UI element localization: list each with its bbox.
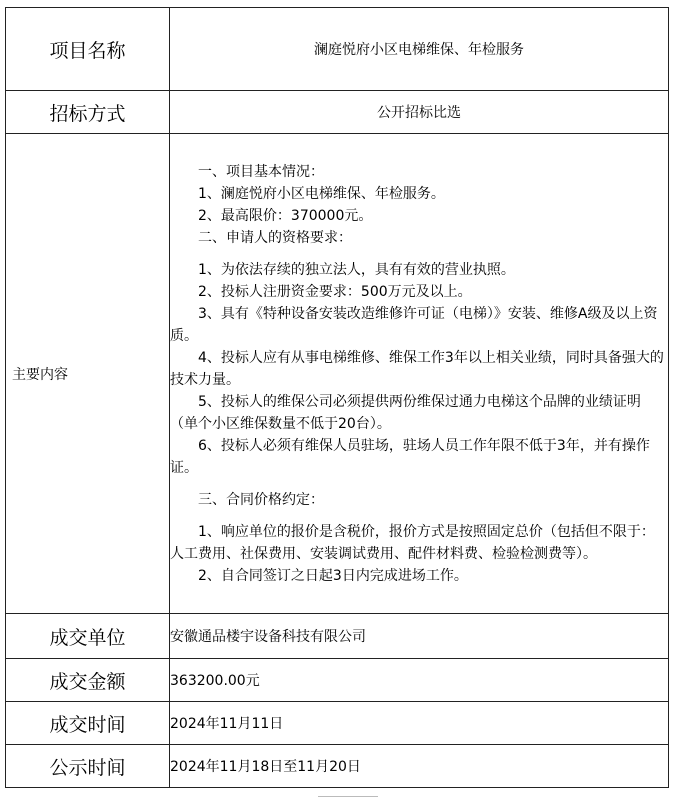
s2-item2: 2、投标人注册资金要求：500万元及以上。 — [198, 283, 472, 300]
row-winner — [6, 614, 669, 659]
row-deal-time — [6, 702, 669, 745]
s2-item4: 4、投标人应有从事电梯维修、维保工作3年以上相关业绩，同时具备强大的技术力量。 — [170, 349, 664, 388]
s2-item5: 5、投标人的维保公司必须提供两份维保过通力电梯这个品牌的业绩证明（单个小区维保数量不低于20台）。 — [170, 393, 641, 432]
footer-divider — [318, 796, 378, 797]
row-main-content — [6, 134, 669, 614]
deal-time-label: 成交时间 — [6, 702, 170, 745]
section3-title: 三、合同价格约定： — [198, 491, 324, 508]
section1-title: 一、项目基本情况： — [198, 163, 324, 180]
s1-item1: 1、澜庭悦府小区电梯维保、年检服务。 — [198, 185, 445, 202]
section2-title: 二、申请人的资格要求： — [198, 229, 352, 246]
s1-item2: 2、最高限价：370000元。 — [198, 207, 373, 224]
main-content-body — [170, 134, 669, 614]
deal-time-value: 2024年11月11日 — [170, 702, 669, 745]
s2-item3: 3、具有《特种设备安装改造维修许可证（电梯）》安装、维修A级及以上资质。 — [170, 305, 658, 344]
bid-method-label: 招标方式 — [6, 91, 170, 134]
winner-label: 成交单位 — [6, 614, 170, 659]
winner-value: 安徽通品楼宇设备科技有限公司 — [170, 614, 669, 659]
row-project-name — [6, 8, 669, 91]
project-name-label: 项目名称 — [6, 8, 170, 91]
publicity-time-label: 公示时间 — [6, 745, 170, 788]
s3-item1: 1、响应单位的报价是含税价，报价方式是按照固定总价（包括但不限于：人工费用、社保费用、安装调试费用、配件材料费、检验检测费等）。 — [170, 523, 655, 562]
s2-item1: 1、为依法存续的独立法人，具有有效的营业执照。 — [198, 261, 515, 278]
bid-result-table — [5, 7, 669, 788]
main-content-label: 主要内容 — [6, 134, 170, 614]
project-name-value: 澜庭悦府小区电梯维保、年检服务 — [170, 8, 669, 91]
s2-item6: 6、投标人必须有维保人员驻场，驻场人员工作年限不低于3年，并有操作证。 — [170, 437, 650, 476]
row-publicity-time — [6, 745, 669, 788]
publicity-time-value: 2024年11月18日至11月20日 — [170, 745, 669, 788]
amount-value: 363200.00元 — [170, 659, 669, 702]
bid-method-value: 公开招标比选 — [170, 91, 669, 134]
row-amount — [6, 659, 669, 702]
s3-item2: 2、自合同签订之日起3日内完成进场工作。 — [198, 567, 468, 584]
amount-label: 成交金额 — [6, 659, 170, 702]
row-bid-method — [6, 91, 669, 134]
